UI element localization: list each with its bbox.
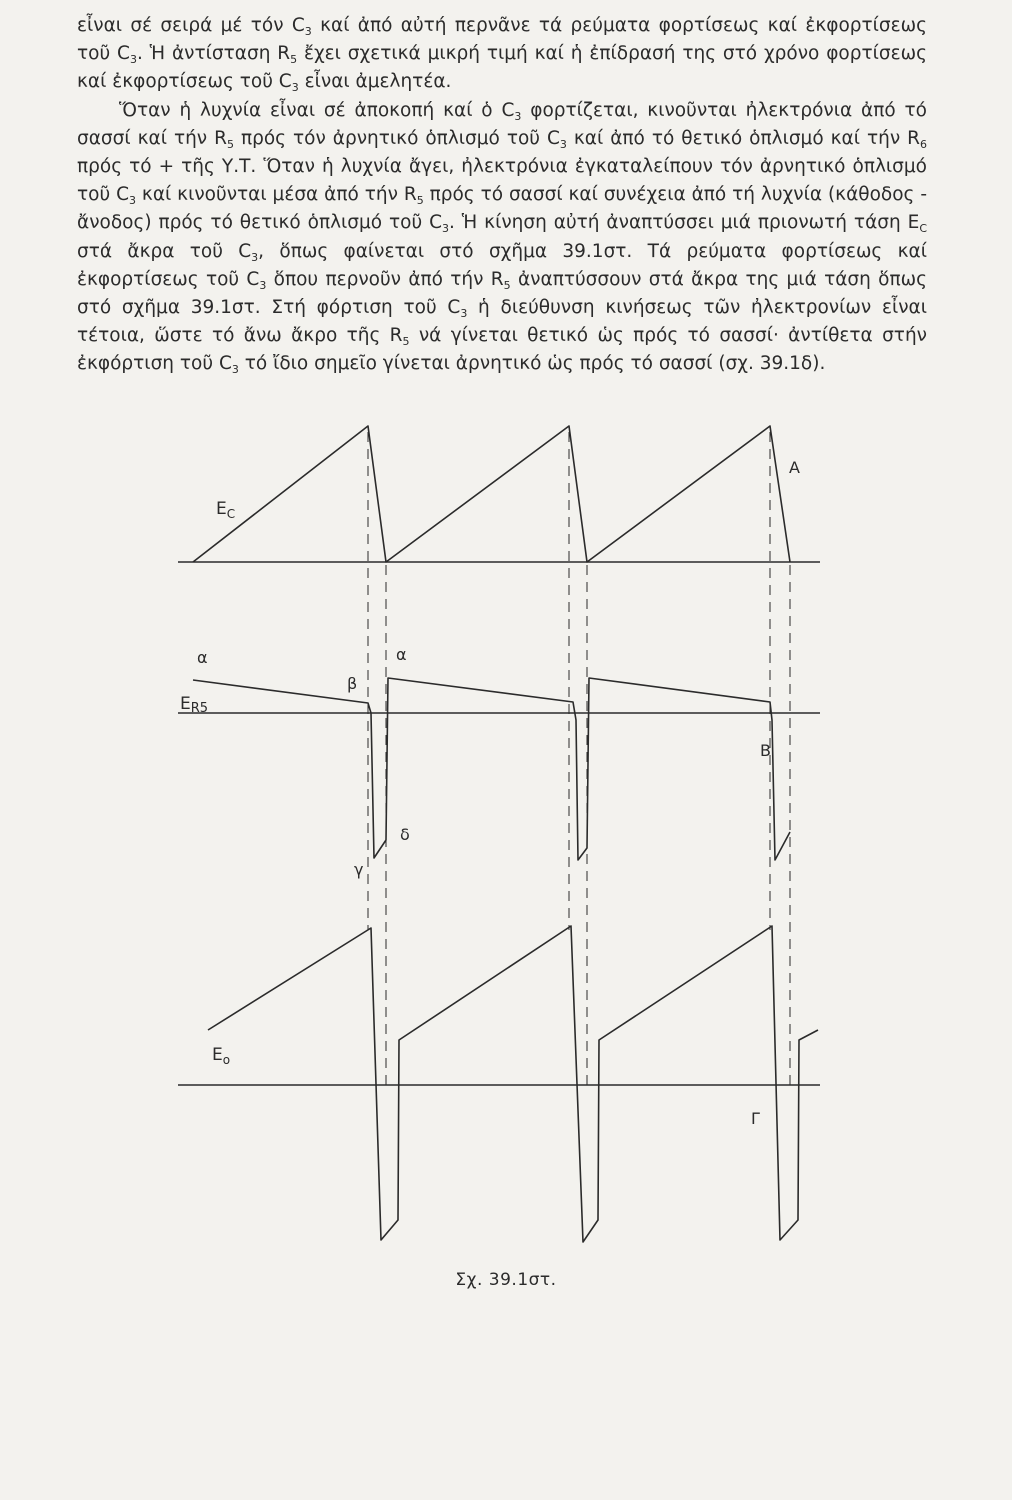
subscript: 3: [559, 137, 567, 151]
text-run: . Ἡ κίνηση αὐτή ἀναπτύσσει μιά πριονωτή τάση E: [449, 212, 920, 234]
label-gamma: γ: [354, 860, 364, 879]
text-run: φορτίζεται, κινοῦνται ἠλεκτρόνια ἀπό τό σασσί καί τήν R: [77, 99, 927, 149]
text-run: , ὅπως φαίνεται στό σχῆμα 39.1στ. Τά ρεύματα φορτίσεως καί ἐκφορτίσεως τοῦ C: [77, 240, 927, 290]
text-run: πρός τόν ἀρνητικό ὁπλισμό τοῦ C: [233, 127, 560, 149]
subscript: 3: [251, 250, 259, 264]
text-run: καί ἀπό τό θετικό ὁπλισμό καί τήν R: [566, 127, 920, 149]
label-beta: β: [347, 674, 358, 693]
text-run: νά γίνεται θετικό ὡς πρός τό σασσί· ἀντίθετα στήν ἐκφόρτιση τοῦ C: [77, 325, 928, 375]
text-run: καί ἀπό αὐτή περνᾶνε τά ρεύματα φορτίσεως καί ἐκφορτίσεως τοῦ C: [77, 15, 927, 65]
text-run: καί κινοῦνται μέσα ἀπό τήν R: [136, 184, 417, 206]
subscript: 5: [503, 278, 511, 292]
text-run: πρός τό σασσί καί συνέχεια ἀπό τή λυχνία (κάθοδος - ἄνοδος) πρός τό θετικό ὁπλισμό τοῦ C: [77, 184, 927, 234]
subscript: 5: [402, 335, 410, 349]
text-run: πρός τό + τῆς Υ.Τ. Ὅταν ἡ λυχνία ἄγει, ἠλεκτρόνια ἐγκαταλείπουν τόν ἀρνητικό ὁπλισμό τοῦ C: [77, 156, 927, 206]
label-gamma-upper: Γ: [751, 1109, 760, 1128]
er5-label: ER5: [180, 694, 209, 716]
text-run: εἶναι σέ σειρά μέ τόν C: [77, 15, 305, 36]
text-run: ἀναπτύσσουν στά ἄκρα της μιά τάση ὅπως στό σχῆμα 39.1στ. Στή φόρτιση τοῦ C: [77, 268, 927, 319]
subscript: 5: [416, 194, 424, 208]
subscript: 6: [920, 137, 927, 151]
eo-label: $E_o$: [212, 1045, 231, 1067]
subscript: 5: [226, 137, 234, 151]
ec-label: $E_C$: [216, 499, 236, 521]
subscript: 3: [129, 53, 137, 67]
subscript: 3: [291, 81, 299, 95]
label-A: A: [789, 458, 800, 477]
er5-waveform: [193, 678, 790, 860]
text-run: ἔχει σχετικά μικρή τιμή καί ἡ ἐπίδρασή της στό χρόνο φορτίσεως καί ἐκφορτίσεως τοῦ C: [77, 43, 927, 93]
subscript: C: [919, 222, 927, 236]
subscript: 3: [442, 222, 450, 236]
subscript: 3: [514, 109, 522, 123]
text-run: Ὅταν ἡ λυχνία εἶναι σέ ἀποκοπή καί ὁ C: [119, 99, 515, 121]
text-run: τό ἴδιο σημεῖο γίνεται ἀρνητικό ὡς πρός τό σασσί (σχ. 39.1δ).: [238, 353, 826, 375]
eo-waveform: [208, 926, 818, 1242]
subscript: 3: [460, 307, 468, 321]
ec-waveform: [193, 426, 790, 562]
subscript: 3: [129, 194, 136, 208]
label-B: B: [760, 741, 771, 760]
subscript: 3: [259, 278, 267, 292]
label-alpha-1: α: [197, 648, 208, 667]
figure-caption: Σχ. 39.1στ.: [455, 1270, 557, 1290]
subscript: 5: [290, 53, 298, 67]
label-alpha-2: α: [396, 645, 407, 664]
text-run: ὅπου περνοῦν ἀπό τήν R: [266, 268, 504, 290]
text-run: . Ἡ ἀντίσταση R: [136, 43, 291, 65]
text-run: ἡ διεύθυνση κινήσεως τῶν ἠλεκτρονίων εἶναι τέτοια, ὥστε τό ἄνω ἄκρο τῆς R: [77, 297, 928, 347]
text-run: στά ἄκρα τοῦ C: [77, 240, 252, 262]
label-delta: δ: [400, 825, 410, 844]
text-run: εἶναι ἀμελητέα.: [298, 71, 452, 93]
subscript: 3: [304, 25, 312, 38]
subscript: 3: [231, 363, 239, 377]
